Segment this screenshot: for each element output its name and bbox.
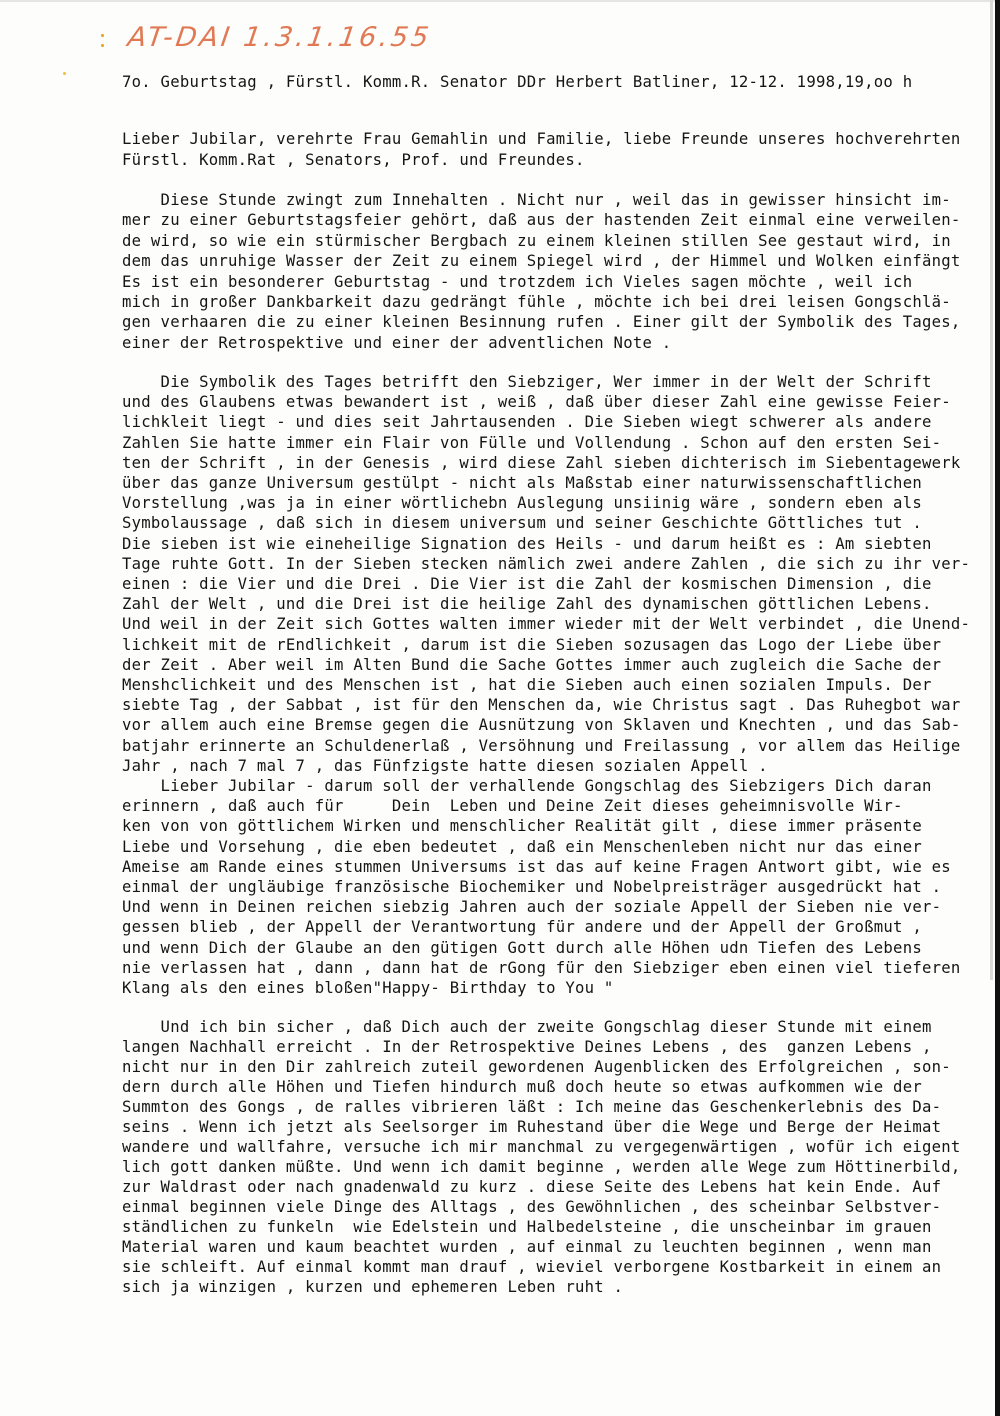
text-line: dern durch alle Höhen und Tiefen hindurch muß doch heute so etwas aufkommen wie der: [122, 1078, 922, 1096]
text-line: ten der Schrift , in der Genesis , wird diese Zahl sieben dichterisch im Siebentagewerk: [122, 453, 961, 472]
punch-mark: [101, 44, 104, 47]
text-line: de wird, so wie ein stürmischer Bergbach zu einem kleinen stillen See gestaut wird, in: [122, 231, 951, 250]
text-line: siebte Tag , der Sabbat , ist für den Menschen da, wie Christus sagt . Das Ruhegbot war: [122, 696, 961, 715]
text-line: Symbolaussage , daß sich in diesem universum und seiner Geschichte Göttliches tut .: [122, 514, 922, 533]
text-line: und wenn Dich der Glaube an den gütigen Gott durch alle Höhen udn Tiefen des Lebens: [122, 938, 922, 957]
text-line: Tage ruhte Gott. In der Sieben stecken nämlich zwei andere Zahlen , die sich zu ihr ver-: [122, 554, 971, 573]
text-line: gen verhaaren die zu einer kleinen Besinnung rufen . Einer gilt der Symbolik des Tages,: [122, 313, 961, 332]
text-line: Summton des Gongs , de ralles vibrieren läßt : Ich meine das Geschenkerlebnis des Da-: [122, 1098, 942, 1116]
text-line: zur Waldrast oder nach gnadenwald zu kurz . diese Seite des Lebens hat kein Ende. Auf: [122, 1178, 942, 1196]
text-line: Klang als den eines bloßen"Happy- Birthday to You ": [122, 979, 614, 997]
text-line: mer zu einer Geburtstagsfeier gehört, daß aus der hastenden Zeit einmal eine verweilen-: [122, 211, 961, 230]
text-line: Zahl der Welt , und die Drei ist die heilige Zahl des dynamischen göttlichen Lebens.: [122, 595, 932, 614]
text-line: erinnern , daß auch für Dein Leben und Deine Zeit dieses geheimnisvolle Wir-: [122, 797, 903, 816]
text-line: Vorstellung ,was ja in einer wörtlichebn Auslegung unsiinig wäre , sondern eben als: [122, 494, 922, 513]
text-line: langen Nachhall erreicht . In der Retrospektive Deines Lebens , des ganzen Lebens ,: [122, 1038, 932, 1056]
text-line: einer der Retrospektive und einer der adventlichen Note .: [122, 333, 672, 352]
header-line: 7o. Geburtstag , Fürstl. Komm.R. Senator DDr Herbert Batliner, 12-12. 1998,19,oo h: [122, 73, 913, 91]
text-line: Die sieben ist wie eineheilige Signation des Heils - und darum heißt es : Am siebten: [122, 534, 932, 553]
text-line: lich gott danken müßte. Und wenn ich damit beginne , werden alle Wege zum Höttinerbild,: [122, 1158, 961, 1176]
punch-mark: [101, 34, 104, 37]
text-line: ken von von göttlichem Wirken und menschlicher Realität gilt , diese immer präsente: [122, 817, 922, 836]
text-line: Fürstl. Komm.Rat , Senators, Prof. und Freundes.: [122, 150, 585, 169]
text-line: nie verlassen hat , dann , dann hat de rGong für den Siebziger eben einen viel tieferen: [122, 958, 961, 977]
text-line: batjahr erinnerte an Schuldenerlaß , Versöhnung und Freilassung , vor allem das Heilige: [122, 736, 961, 755]
text-line: nicht nur in den Dir zahlreich zuteil gewordenen Augenblicken des Erfolgreichen , son-: [122, 1058, 951, 1076]
text-line: einen : die Vier und die Drei . Die Vier ist die Zahl der kosmischen Dimension , die: [122, 575, 932, 593]
text-line: ständlichen zu funkeln wie Edelstein und Halbedelsteine , die unscheinbar im grauen: [122, 1218, 932, 1236]
text-line: lichkleit liegt - und dies seit Jahrtausenden . Die Sieben wiegt schwerer als andere: [122, 413, 932, 432]
text-line: sich ja winzigen , kurzen und ephemeren Leben ruht .: [122, 1278, 624, 1296]
scan-right-edge: [995, 0, 1000, 1416]
text-line: Und weil in der Zeit sich Gottes walten immer wieder mit der Welt verbindet , die Unend-: [122, 615, 971, 634]
text-line: einmal der ungläubige französische Biochemiker und Nobelpreisträger ausgedrückt hat .: [122, 878, 942, 896]
text-line: mich in großer Dankbarkeit dazu gedrängt fühle , möchte ich bei drei leisen Gongschlä-: [122, 293, 951, 311]
text-line: einmal beginnen viele Dinge des Alltags , des Gewöhnlichen , des scheinbar Selbstver-: [122, 1198, 942, 1216]
text-line: Diese Stunde zwingt zum Innehalten . Nicht nur , weil das in gewisser hinsicht im-: [122, 191, 951, 209]
text-line: lichkeit mit de rEndlichkeit , darum ist die Sieben sozusagen das Logo der Liebe über: [122, 635, 942, 654]
text-line: Jahr , nach 7 mal 7 , das Fünfzigste hatte diesen sozialen Appell .: [122, 756, 768, 775]
text-line: Menshclichkeit und des Menschen ist , hat die Sieben auch einen sozialen Impuls. Der: [122, 676, 932, 694]
text-line: Die Symbolik des Tages betrifft den Siebziger, Wer immer in der Welt der Schrift: [122, 373, 932, 391]
text-line: über das ganze Universum gestülpt - nicht als Maßstab einer naturwissenschaftlichen: [122, 474, 922, 492]
text-line: Lieber Jubilar - darum soll der verhallende Gongschlag des Siebzigers Dich daran: [122, 777, 932, 795]
text-line: vor allem auch eine Bremse gegen die Ausnützung von Sklaven und Knechten , und das Sab-: [122, 716, 961, 735]
scan-top-edge: [0, 0, 1000, 2]
text-line: seins . Wenn ich jetzt als Seelsorger im Ruhestand über die Wege und Berge der Heimat: [122, 1118, 942, 1136]
text-line: Und ich bin sicher , daß Dich auch der zweite Gongschlag dieser Stunde mit einem: [122, 1018, 932, 1036]
text-line: und des Glaubens etwas bewandert ist , weiß , daß über dieser Zahl eine gewisse Feier-: [122, 393, 951, 412]
text-line: Ameise am Rande eines stummen Universums ist das auf keine Fragen Antwort gibt, wie es: [122, 857, 951, 876]
text-line: wandere und wallfahre, versuche ich mir manchmal zu vergegenwärtigen , wofür ich eigent: [122, 1138, 961, 1156]
text-line: Es ist ein besonderer Geburtstag - und trotzdem ich Vieles sagen möchte , weil ich: [122, 272, 913, 291]
text-line: sie schleift. Auf einmal kommt man drauf , wieviel verborgene Kostbarkeit in einem an: [122, 1258, 942, 1276]
text-line: Zahlen Sie hatte immer ein Flair von Fülle und Vollendung . Schon auf den ersten Sei-: [122, 433, 942, 452]
text-line: Lieber Jubilar, verehrte Frau Gemahlin und Familie, liebe Freunde unseres hochverehrten: [122, 130, 961, 148]
punch-mark: [63, 72, 66, 75]
text-line: Liebe und Vorsehung , die eben bedeutet , daß ein Menschenleben nicht nur das einer: [122, 837, 922, 856]
scan-shadow: [990, 0, 993, 980]
text-line: dem das unruhige Wasser der Zeit zu einem Spiegel wird , der Himmel und Wolken einfängt: [122, 252, 961, 271]
text-line: der Zeit . Aber weil im Alten Bund die Sache Gottes immer auch zugleich die Sache der: [122, 655, 942, 674]
text-line: gessen blieb , der Appell der Verantwortung für andere und der Appell der Großmut ,: [122, 918, 922, 937]
archive-stamp: AT-DAI 1.3.1.16.55: [125, 22, 434, 53]
text-line: Und wenn in Deinen reichen siebzig Jahren auch der soziale Appell der Sieben nie ver-: [122, 898, 942, 917]
text-line: Material waren und kaum beachtet wurden , auf einmal zu leuchten beginnen , wenn man: [122, 1238, 932, 1256]
